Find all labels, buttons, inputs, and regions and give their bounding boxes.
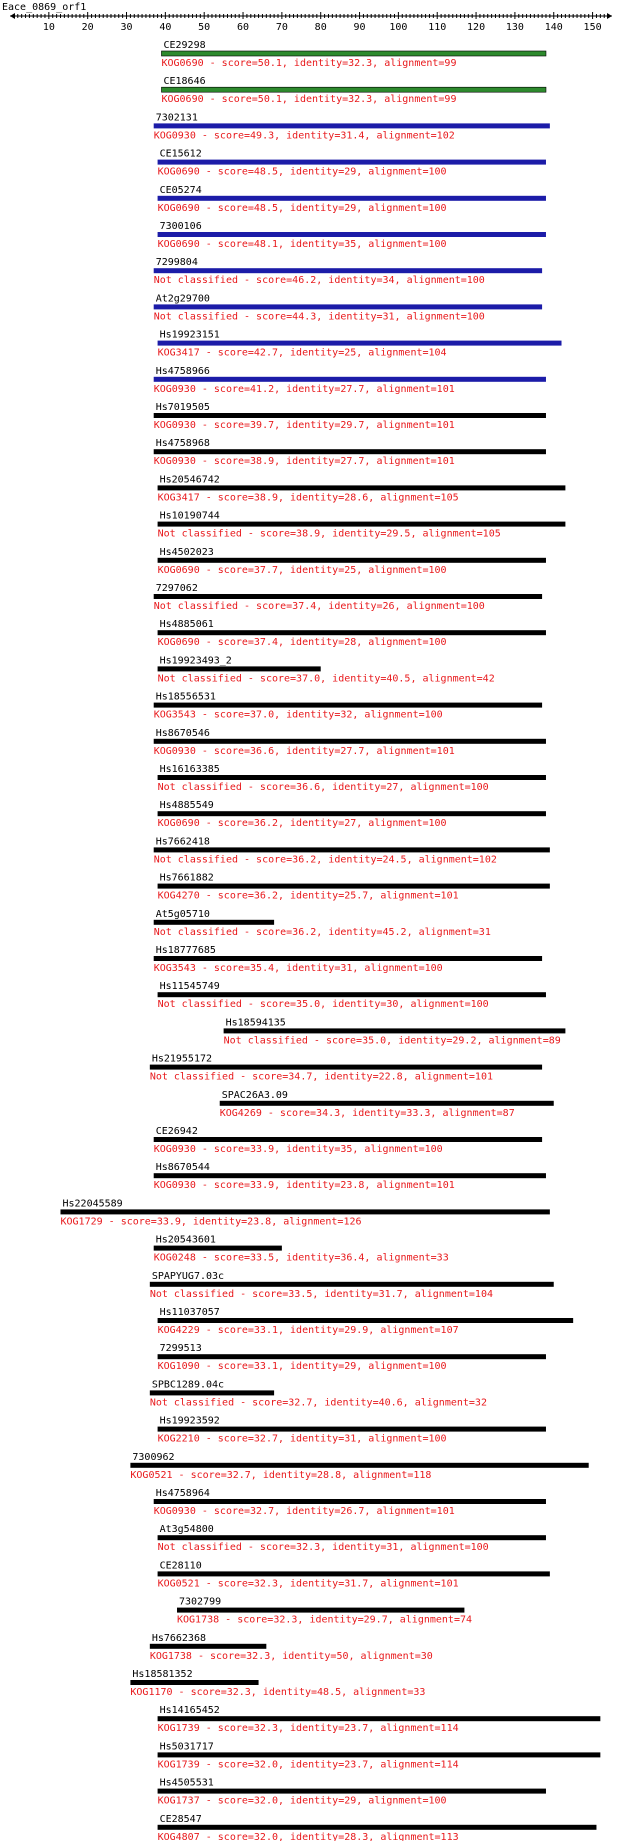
axis-tick-label: 150 bbox=[583, 22, 602, 33]
hit-alignment-bar bbox=[161, 51, 546, 56]
hit-annotation: KOG0248 - score=33.5, identity=36.4, alignment=33 bbox=[153, 1252, 449, 1264]
hit-alignment-bar bbox=[154, 449, 546, 454]
hit-name: 7299513 bbox=[159, 1343, 202, 1355]
hit-annotation: KOG3543 - score=37.0, identity=32, alignment=100 bbox=[153, 709, 443, 721]
hit-annotation: Not classified - score=37.0, identity=40.5, alignment=42 bbox=[157, 673, 495, 685]
hit-annotation: KOG0930 - score=32.7, identity=26.7, alignment=101 bbox=[153, 1506, 455, 1517]
hit-row bbox=[154, 366, 546, 395]
hit-row bbox=[154, 1162, 546, 1191]
hit-annotation: Not classified - score=34.7, identity=22.8, alignment=101 bbox=[149, 1071, 493, 1083]
hit-alignment-bar bbox=[154, 377, 546, 382]
hit-row bbox=[158, 149, 546, 178]
hit-annotation: KOG1170 - score=32.3, identity=48.5, alignment=33 bbox=[130, 1687, 426, 1698]
hit-name: CE28547 bbox=[159, 1813, 202, 1825]
axis-tick-label: 80 bbox=[314, 22, 327, 33]
hit-annotation: Not classified - score=46.2, identity=34, alignment=100 bbox=[153, 275, 485, 287]
hit-annotation: KOG2210 - score=32.7, identity=31, alignment=100 bbox=[157, 1433, 447, 1445]
hit-name: Hs7661882 bbox=[159, 872, 214, 884]
axis-tick-label: 40 bbox=[159, 22, 172, 33]
axis-tick-label: 20 bbox=[81, 22, 94, 33]
hit-annotation: Not classified - score=35.0, identity=29.2, alignment=89 bbox=[223, 1035, 561, 1047]
hit-name: At5g05710 bbox=[155, 908, 210, 920]
hit-annotation: KOG0690 - score=48.1, identity=35, alignment=100 bbox=[157, 239, 447, 250]
hit-name: Hs8670544 bbox=[155, 1162, 210, 1174]
hit-row bbox=[158, 221, 546, 250]
hit-row bbox=[150, 1054, 542, 1083]
hit-alignment-bar bbox=[158, 341, 562, 346]
hit-row bbox=[154, 1488, 546, 1517]
hit-row bbox=[158, 1560, 550, 1589]
hit-name: Hs21955172 bbox=[151, 1053, 213, 1065]
hit-name: Hs18777685 bbox=[155, 945, 216, 956]
hit-name: SPAPYUG7.03c bbox=[151, 1270, 225, 1282]
hit-name: Hs10190744 bbox=[159, 510, 220, 522]
hit-name: Hs11545749 bbox=[159, 981, 220, 993]
hit-alignment-bar bbox=[154, 1499, 546, 1504]
hit-name: CE28110 bbox=[159, 1560, 202, 1572]
hit-annotation: KOG0521 - score=32.3, identity=31.7, alignment=101 bbox=[157, 1578, 459, 1590]
hit-name: CE29298 bbox=[163, 40, 206, 51]
hit-row bbox=[60, 1198, 549, 1227]
hit-name: 7300106 bbox=[159, 221, 202, 232]
hit-annotation: KOG1739 - score=32.0, identity=23.7, alignment=114 bbox=[157, 1759, 459, 1771]
hit-alignment-bar bbox=[154, 123, 550, 128]
hit-name: Hs18594135 bbox=[225, 1017, 286, 1029]
hit-row bbox=[158, 511, 566, 540]
hit-annotation: KOG4229 - score=33.1, identity=29.9, alignment=107 bbox=[157, 1325, 459, 1336]
axis-tick-label: 70 bbox=[275, 22, 288, 33]
hit-row bbox=[154, 836, 550, 865]
hit-alignment-bar bbox=[154, 956, 542, 961]
hit-name: At3g54800 bbox=[159, 1524, 214, 1536]
hit-name: 7297062 bbox=[155, 583, 198, 594]
hit-name: CE18646 bbox=[163, 76, 206, 88]
hit-annotation: KOG1739 - score=32.3, identity=23.7, alignment=114 bbox=[157, 1723, 459, 1735]
hit-annotation: KOG4270 - score=36.2, identity=25.7, alignment=101 bbox=[157, 890, 459, 902]
hit-name: Hs4505531 bbox=[159, 1777, 214, 1789]
hit-annotation: Not classified - score=32.3, identity=31, alignment=100 bbox=[157, 1542, 489, 1554]
hit-annotation: KOG0690 - score=36.2, identity=27, alignment=100 bbox=[157, 818, 447, 830]
hit-name: Hs19923151 bbox=[159, 329, 220, 341]
hit-row bbox=[224, 1017, 566, 1046]
hit-alignment-bar bbox=[154, 304, 542, 309]
axis-tick-label: 10 bbox=[42, 22, 55, 33]
hit-annotation: KOG0690 - score=50.1, identity=32.3, alignment=99 bbox=[161, 94, 457, 106]
hit-annotation: KOG1729 - score=33.9, identity=23.8, alignment=126 bbox=[60, 1216, 362, 1228]
axis-tick-label: 130 bbox=[505, 22, 524, 33]
hit-name: Hs7662368 bbox=[151, 1632, 207, 1644]
hit-row bbox=[158, 185, 546, 214]
hit-annotation: KOG1738 - score=32.3, identity=50, alignment=30 bbox=[149, 1650, 433, 1662]
axis-tick-label: 100 bbox=[389, 22, 408, 33]
hit-name: Hs16163385 bbox=[159, 764, 220, 775]
hit-alignment-bar bbox=[158, 630, 546, 635]
hit-annotation: KOG1737 - score=32.0, identity=29, alignment=100 bbox=[157, 1795, 447, 1807]
hit-row bbox=[158, 800, 546, 829]
hit-alignment-bar bbox=[220, 1101, 554, 1106]
hit-alignment-bar bbox=[150, 1390, 274, 1395]
hit-row bbox=[220, 1090, 554, 1119]
hit-row bbox=[154, 257, 542, 286]
hit-name: CE05274 bbox=[159, 184, 202, 196]
hit-annotation: KOG4269 - score=34.3, identity=33.3, alignment=87 bbox=[219, 1107, 515, 1119]
hit-row bbox=[158, 1705, 601, 1734]
hit-row bbox=[154, 438, 546, 467]
hit-name: Hs4502023 bbox=[159, 546, 214, 558]
hit-name: At2g29700 bbox=[155, 293, 210, 305]
axis-tick-label: 90 bbox=[353, 22, 366, 33]
hit-name: Hs19923493_2 bbox=[159, 655, 232, 667]
hit-alignment-bar bbox=[158, 884, 550, 889]
hit-name: Hs5031717 bbox=[159, 1741, 214, 1753]
hit-annotation: KOG0930 - score=39.7, identity=29.7, alignment=101 bbox=[153, 420, 455, 431]
hit-row bbox=[158, 1778, 546, 1807]
hit-alignment-bar bbox=[158, 1318, 574, 1323]
hit-row bbox=[158, 1524, 546, 1553]
hit-name: 7300962 bbox=[132, 1451, 175, 1463]
hit-alignment-bar bbox=[158, 1789, 546, 1794]
hit-row bbox=[154, 909, 491, 938]
hit-alignment-bar bbox=[150, 1282, 554, 1287]
hit-alignment-bar bbox=[150, 1065, 542, 1070]
hit-alignment-bar bbox=[158, 992, 546, 997]
hit-annotation: KOG1090 - score=33.1, identity=29, alignment=100 bbox=[157, 1361, 447, 1373]
hit-row bbox=[158, 1741, 601, 1770]
hit-alignment-bar bbox=[158, 485, 566, 490]
hit-row bbox=[158, 873, 550, 902]
query-title: Eace_0869_orf1 bbox=[2, 2, 87, 13]
hit-alignment-bar bbox=[158, 1716, 601, 1721]
hit-name: Hs19923592 bbox=[159, 1415, 220, 1427]
hit-row bbox=[130, 1669, 425, 1698]
hit-row bbox=[154, 112, 550, 141]
hit-alignment-bar bbox=[154, 1246, 282, 1251]
hit-name: Hs4758968 bbox=[155, 438, 210, 450]
hit-alignment-bar bbox=[154, 920, 274, 925]
hit-name: Hs20546742 bbox=[159, 474, 220, 486]
axis-tick-label: 140 bbox=[544, 22, 563, 33]
hit-row bbox=[154, 692, 542, 721]
hit-annotation: KOG0690 - score=48.5, identity=29, alignment=100 bbox=[157, 166, 447, 178]
hit-alignment-bar bbox=[154, 739, 546, 744]
hit-row bbox=[130, 1452, 588, 1481]
hit-alignment-bar bbox=[158, 775, 546, 780]
hit-alignment-bar bbox=[161, 87, 546, 92]
hit-alignment-bar bbox=[158, 811, 546, 816]
hit-alignment-bar bbox=[158, 232, 546, 237]
hit-row bbox=[158, 330, 562, 359]
hit-name: Hs7019505 bbox=[155, 402, 210, 413]
hit-annotation: KOG0930 - score=38.9, identity=27.7, alignment=101 bbox=[153, 456, 455, 468]
hit-row bbox=[177, 1597, 472, 1626]
axis-tick-label: 120 bbox=[467, 22, 486, 33]
hit-alignment-bar bbox=[224, 1028, 566, 1033]
hit-name: CE26942 bbox=[155, 1126, 198, 1137]
sequence-axis bbox=[10, 12, 612, 33]
hit-alignment-bar bbox=[154, 1173, 546, 1178]
hit-row bbox=[158, 655, 495, 684]
axis-tick-label: 50 bbox=[198, 22, 211, 33]
hit-annotation: Not classified - score=37.4, identity=26, alignment=100 bbox=[153, 601, 485, 612]
hit-alignment-bar bbox=[158, 1571, 550, 1576]
hit-name: Hs4885549 bbox=[159, 800, 214, 812]
hit-annotation: KOG3543 - score=35.4, identity=31, alignment=100 bbox=[153, 963, 443, 974]
hit-name: Hs7662418 bbox=[155, 836, 210, 848]
hit-row bbox=[154, 945, 542, 974]
hit-alignment-bar bbox=[158, 1427, 546, 1432]
hit-row bbox=[158, 764, 546, 793]
hit-name: Hs18556531 bbox=[155, 691, 216, 703]
hit-alignment-bar bbox=[154, 594, 542, 599]
hit-row bbox=[161, 40, 546, 69]
hit-alignment-bar bbox=[158, 1825, 597, 1830]
hit-annotation: KOG3417 - score=38.9, identity=28.6, alignment=105 bbox=[157, 492, 459, 504]
hit-alignment-bar bbox=[150, 1644, 267, 1649]
hit-row bbox=[154, 728, 546, 757]
hit-row bbox=[150, 1271, 554, 1300]
hit-annotation: Not classified - score=36.2, identity=24.5, alignment=102 bbox=[153, 854, 497, 866]
hit-row bbox=[154, 1126, 542, 1155]
hit-row bbox=[158, 1814, 597, 1841]
hit-row bbox=[158, 1343, 546, 1372]
hit-list bbox=[60, 40, 600, 1841]
hit-annotation: KOG1738 - score=32.3, identity=29.7, alignment=74 bbox=[177, 1614, 473, 1626]
hit-alignment-bar bbox=[158, 1535, 546, 1540]
hit-annotation: KOG0930 - score=41.2, identity=27.7, alignment=101 bbox=[153, 383, 455, 395]
hit-alignment-bar bbox=[154, 268, 542, 273]
hit-annotation: KOG0930 - score=36.6, identity=27.7, alignment=101 bbox=[153, 745, 455, 757]
hit-annotation: KOG0521 - score=32.7, identity=28.8, alignment=118 bbox=[130, 1469, 432, 1481]
axis-tick-label: 60 bbox=[237, 22, 250, 33]
hit-row bbox=[154, 583, 542, 612]
hit-annotation: KOG0930 - score=33.9, identity=23.8, alignment=101 bbox=[153, 1180, 455, 1192]
hit-name: SPAC26A3.09 bbox=[221, 1089, 288, 1101]
hit-name: Hs20543601 bbox=[155, 1234, 216, 1246]
hit-row bbox=[150, 1379, 487, 1408]
hit-alignment-bar bbox=[177, 1608, 464, 1613]
hit-row bbox=[154, 402, 546, 431]
hit-alignment-bar bbox=[158, 522, 566, 527]
hit-annotation: Not classified - score=32.7, identity=40.6, alignment=32 bbox=[149, 1397, 487, 1409]
hit-annotation: KOG0690 - score=37.4, identity=28, alignment=100 bbox=[157, 637, 447, 649]
hit-alignment-bar bbox=[158, 160, 546, 165]
hit-name: 7302799 bbox=[179, 1596, 222, 1608]
hit-alignment-bar bbox=[158, 196, 546, 201]
hit-annotation: KOG0930 - score=33.9, identity=35, alignment=100 bbox=[153, 1144, 443, 1155]
hit-annotation: KOG4807 - score=32.0, identity=28.3, alignment=113 bbox=[157, 1831, 459, 1841]
hit-alignment-bar bbox=[154, 1137, 542, 1142]
hit-annotation: KOG0930 - score=49.3, identity=31.4, alignment=102 bbox=[153, 130, 455, 142]
hit-annotation: KOG0690 - score=37.7, identity=25, alignment=100 bbox=[157, 564, 447, 576]
hit-alignment-bar bbox=[130, 1680, 258, 1685]
hit-annotation: Not classified - score=44.3, identity=31, alignment=100 bbox=[153, 311, 485, 323]
hit-alignment-bar bbox=[154, 413, 546, 418]
hit-alignment-bar bbox=[154, 703, 542, 708]
hit-row bbox=[154, 293, 542, 322]
hit-name: Hs4885061 bbox=[159, 619, 214, 631]
hit-name: CE15612 bbox=[159, 148, 202, 160]
hit-alignment-bar bbox=[158, 558, 546, 563]
axis-tick-label: 30 bbox=[120, 22, 133, 33]
hit-row bbox=[158, 619, 546, 648]
hit-alignment-bar bbox=[154, 847, 550, 852]
hit-annotation: KOG3417 - score=42.7, identity=25, alignment=104 bbox=[157, 347, 447, 359]
hit-alignment-bar bbox=[130, 1463, 588, 1468]
hit-row bbox=[154, 1235, 449, 1264]
hit-alignment-bar bbox=[158, 1752, 601, 1757]
hit-annotation: KOG0690 - score=50.1, identity=32.3, alignment=99 bbox=[161, 58, 457, 69]
hit-name: Hs14165452 bbox=[159, 1705, 220, 1717]
hit-annotation: Not classified - score=35.0, identity=30, alignment=100 bbox=[157, 999, 489, 1011]
hit-name: Hs4758966 bbox=[155, 365, 210, 377]
hit-annotation: Not classified - score=36.2, identity=45.2, alignment=31 bbox=[153, 926, 491, 938]
hit-name: Hs8670546 bbox=[155, 727, 210, 739]
hit-row bbox=[158, 981, 546, 1010]
hit-annotation: Not classified - score=33.5, identity=31.7, alignment=104 bbox=[149, 1288, 493, 1300]
hit-name: Hs18581352 bbox=[132, 1669, 193, 1680]
hit-alignment-bar bbox=[60, 1209, 549, 1214]
hit-name: 7302131 bbox=[155, 112, 198, 124]
hit-row bbox=[158, 547, 546, 576]
hit-annotation: KOG0690 - score=48.5, identity=29, alignment=100 bbox=[157, 202, 447, 214]
hit-row bbox=[158, 1307, 574, 1336]
hit-row bbox=[158, 474, 566, 503]
hit-alignment-bar bbox=[158, 1354, 546, 1359]
hit-row bbox=[158, 1416, 546, 1445]
hit-alignment-bar bbox=[158, 666, 321, 671]
hit-name: Hs11037057 bbox=[159, 1307, 220, 1318]
hit-name: Hs4758964 bbox=[155, 1488, 210, 1499]
hit-row bbox=[150, 1633, 433, 1662]
hit-name: SPBC1289.04c bbox=[151, 1379, 225, 1391]
hit-annotation: Not classified - score=36.6, identity=27, alignment=100 bbox=[157, 782, 489, 793]
axis-tick-label: 110 bbox=[428, 22, 447, 33]
hit-name: Hs22045589 bbox=[62, 1198, 123, 1210]
hit-annotation: Not classified - score=38.9, identity=29.5, alignment=105 bbox=[157, 528, 501, 540]
hit-row bbox=[161, 76, 546, 105]
hit-name: 7299804 bbox=[155, 257, 198, 269]
